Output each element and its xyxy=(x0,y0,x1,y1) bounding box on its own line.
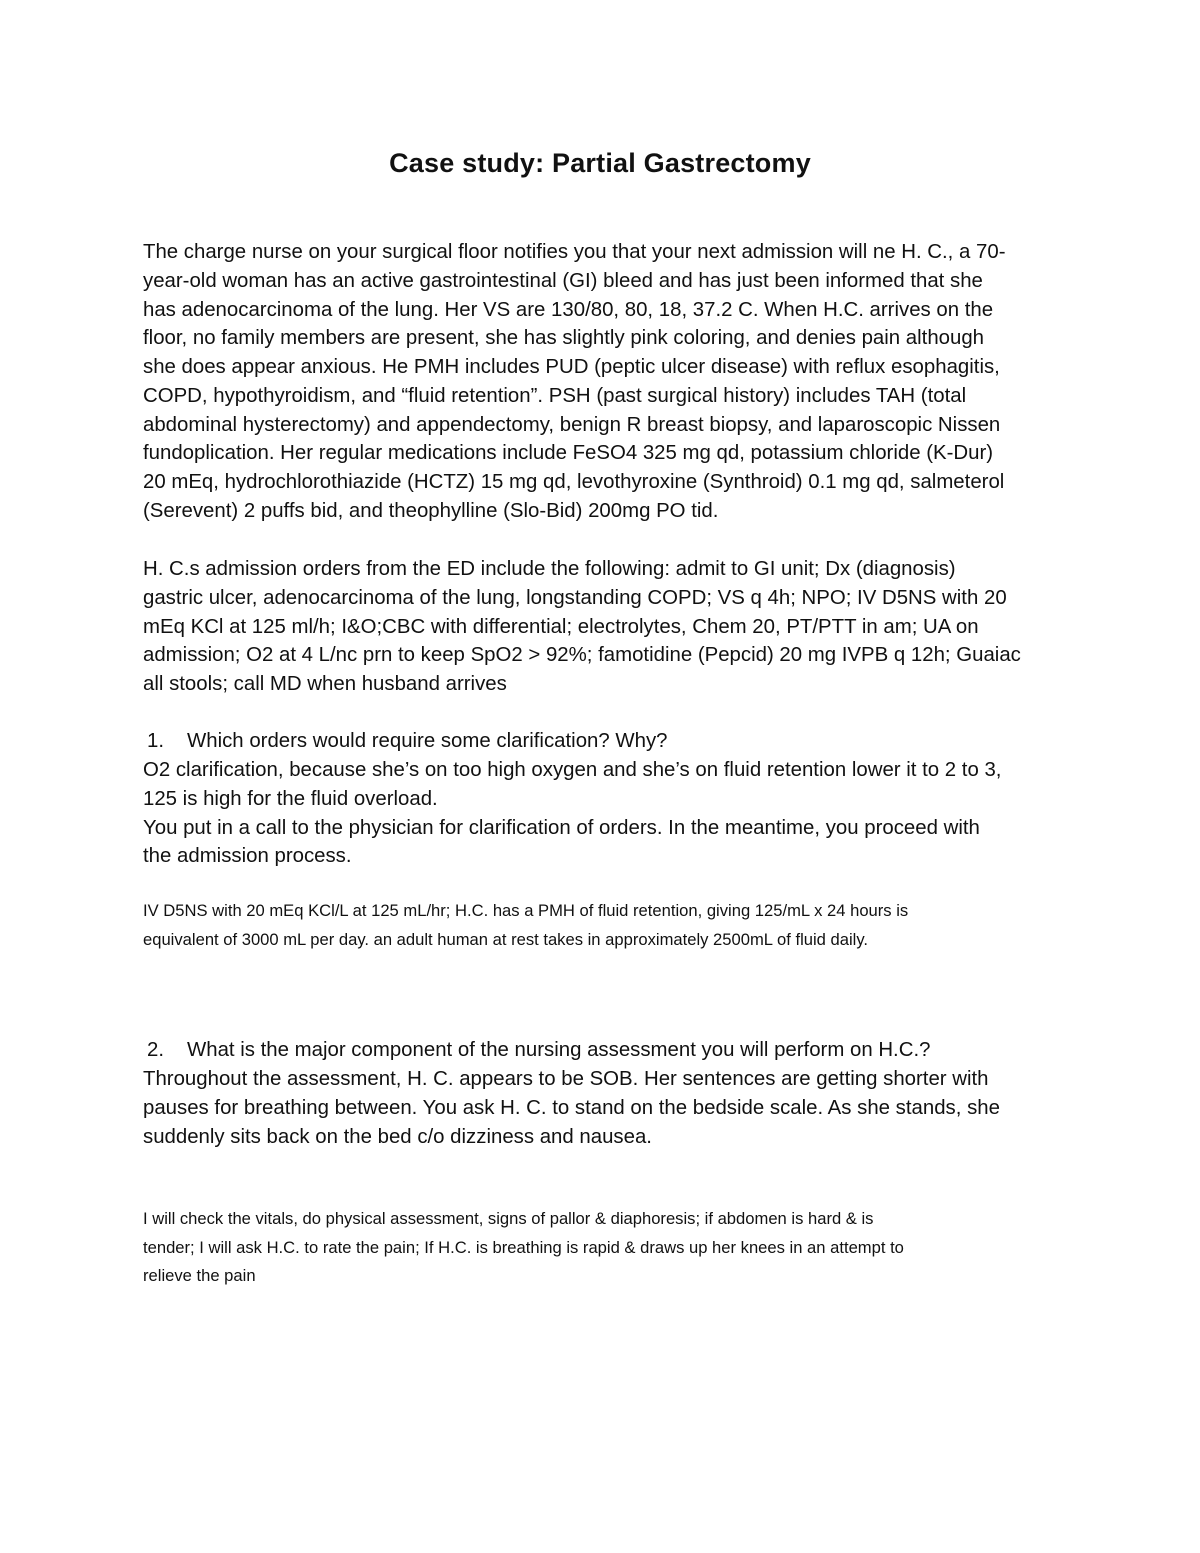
scenario-2-line: Throughout the assessment, H. C. appears to be SOB. Her sentences are getting shorter with xyxy=(143,1068,989,1090)
question-2-text: What is the major component of the nursing assessment you will perform on H.C.? xyxy=(187,1039,931,1061)
orders-line: mEq KCl at 125 ml/h; I&O;CBC with differential; electrolytes, Chem 20, PT/PTT in am; UA on xyxy=(143,615,979,638)
orders-line: H. C.s admission orders from the ED include the following: admit to GI unit; Dx (diagnosis) xyxy=(143,558,956,580)
intro-line: she does appear anxious. He PMH includes PUD (peptic ulcer disease) with reflux esophagitis, xyxy=(143,356,1000,378)
note-1-paragraph xyxy=(143,897,1063,954)
note-1-line: IV D5NS with 20 mEq KCl/L at 125 mL/hr; H.C. has a PMH of fluid retention, giving 125/mL x 24 hours is xyxy=(143,901,909,920)
question-1-number: 1. xyxy=(147,730,165,752)
orders-line: gastric ulcer, adenocarcinoma of the lung, longstanding COPD; VS q 4h; NPO; IV D5NS with 20 xyxy=(143,586,1007,609)
question-1-text: Which orders would require some clarification? Why? xyxy=(187,730,668,752)
intro-line: 20 mEq, hydrochlorothiazide (HCTZ) 15 mg qd, levothyroxine (Synthroid) 0.1 mg qd, salmeterol xyxy=(143,471,1005,493)
question-1 xyxy=(143,727,1063,756)
intro-line: abdominal hysterectomy) and appendectomy, benign R breast biopsy, and laparoscopic Nissen xyxy=(143,413,1001,436)
question-2 xyxy=(143,1036,1063,1065)
scenario-2-line: pauses for breathing between. You ask H. C. to stand on the bedside scale. As she stands, she xyxy=(143,1096,1000,1119)
answer-1-line: You put in a call to the physician for clarification of orders. In the meantime, you proceed with xyxy=(143,816,980,839)
answer-1-line: 125 is high for the fluid overload. xyxy=(143,787,438,810)
scenario-2-paragraph xyxy=(143,1065,1063,1151)
question-2-number: 2. xyxy=(147,1039,165,1061)
orders-line: all stools; call MD when husband arrives xyxy=(143,673,507,695)
scenario-2-line: suddenly sits back on the bed c/o dizziness and nausea. xyxy=(143,1125,652,1148)
note-2-line: I will check the vitals, do physical assessment, signs of pallor & diaphoresis; if abdomen is hard & is xyxy=(143,1209,874,1228)
intro-line: has adenocarcinoma of the lung. Her VS are 130/80, 80, 18, 37.2 C. When H.C. arrives on the xyxy=(143,298,994,321)
intro-line: COPD, hypothyroidism, and “fluid retention”. PSH (past surgical history) includes TAH (total xyxy=(143,384,967,407)
orders-line: admission; O2 at 4 L/nc prn to keep SpO2 > 92%; famotidine (Pepcid) 20 mg IVPB q 12h; Guaiac xyxy=(143,644,1021,667)
intro-line: floor, no family members are present, she has slightly pink coloring, and denies pain although xyxy=(143,327,985,350)
orders-paragraph xyxy=(143,555,1063,699)
intro-line: year-old woman has an active gastrointestinal (GI) bleed and has just been informed that she xyxy=(143,269,983,292)
document-title: Case study: Partial Gastrectomy xyxy=(389,148,811,178)
note-2-paragraph xyxy=(143,1205,1063,1291)
intro-paragraph xyxy=(143,238,1063,526)
note-2-line: relieve the pain xyxy=(143,1266,256,1285)
intro-line: The charge nurse on your surgical floor notifies you that your next admission will ne H. C., a 70- xyxy=(143,241,1006,263)
intro-line: fundoplication. Her regular medications include FeSO4 325 mg qd, potassium chloride (K-Dur) xyxy=(143,442,994,465)
answer-1-paragraph xyxy=(143,756,1063,871)
answer-1-line: the admission process. xyxy=(143,845,352,868)
answer-1-line: O2 clarification, because she’s on too high oxygen and she’s on fluid retention lower it to 2 to 3, xyxy=(143,759,1002,781)
note-1-line: equivalent of 3000 mL per day. an adult human at rest takes in approximately 2500mL of fluid daily. xyxy=(143,929,869,949)
intro-line: (Serevent) 2 puffs bid, and theophylline (Slo-Bid) 200mg PO tid. xyxy=(143,499,719,522)
note-2-line: tender; I will ask H.C. to rate the pain; If H.C. is breathing is rapid & draws up her knees in an attempt to xyxy=(143,1237,904,1257)
